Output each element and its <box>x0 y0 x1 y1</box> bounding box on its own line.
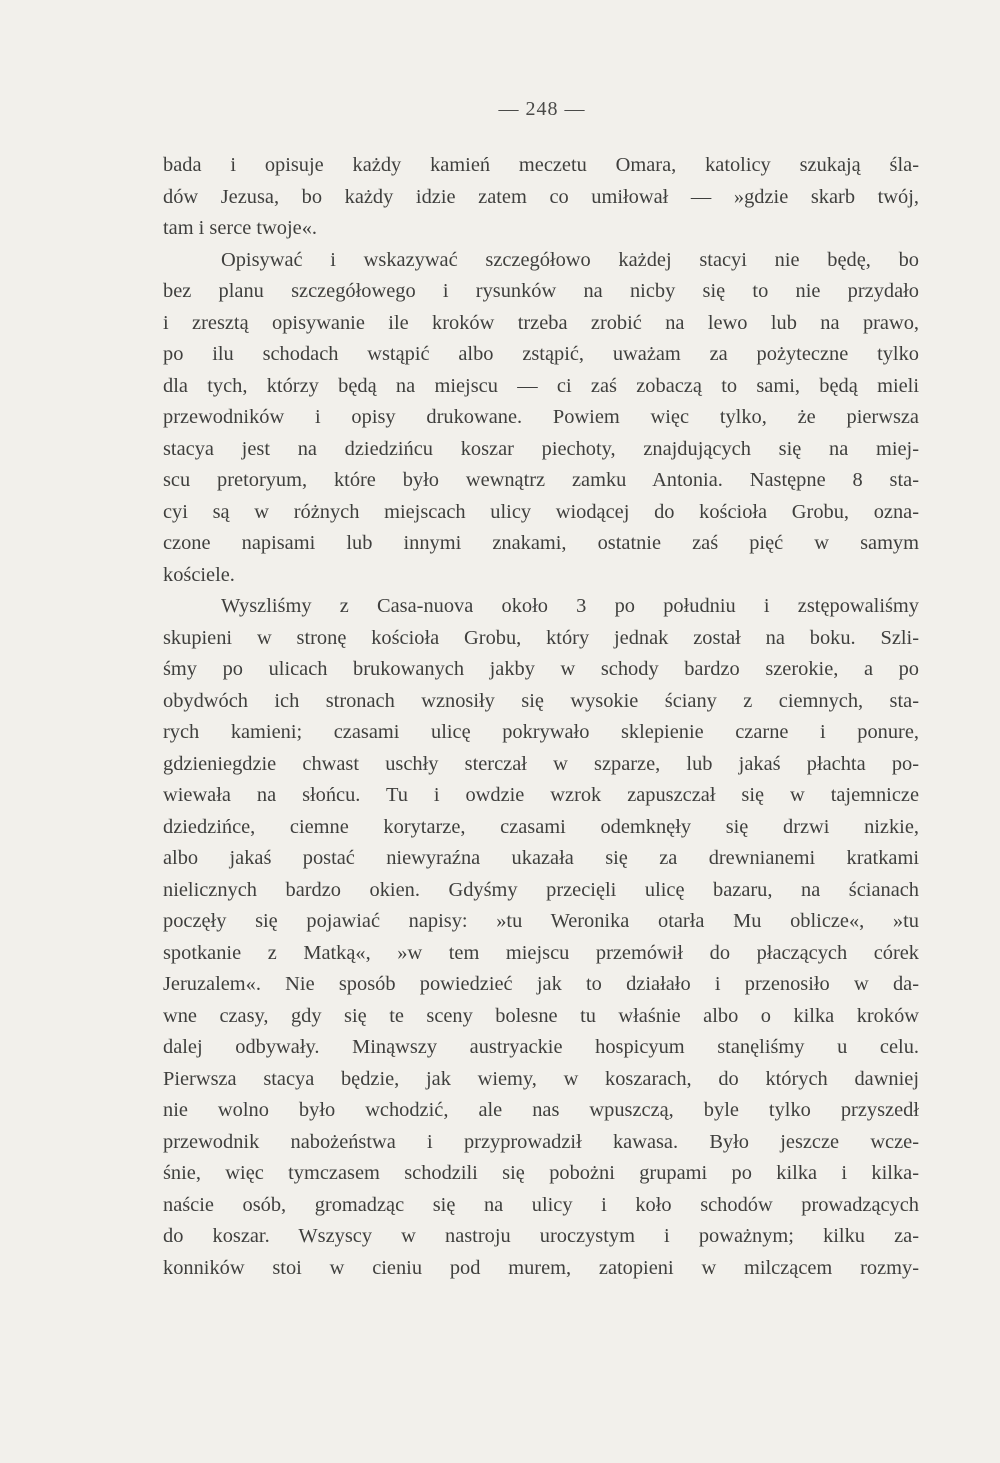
text-line: nie wolno było wchodzić, ale nas wpuszczą, byle tylko przyszedł <box>163 1099 919 1121</box>
text-line: stacya jest na dziedzińcu koszar piechoty, znajdujących się na miej- <box>163 437 919 460</box>
text-line: albo jakaś postać niewyraźna ukazała się za drewnianemi kratkami <box>163 847 919 869</box>
text-line: kościele. <box>163 563 235 586</box>
text-line: śmy po ulicach brukowanych jakby w schody bardzo szerokie, a po <box>163 658 919 680</box>
text-line: naście osób, gromadząc się na ulicy i koło schodów prowadzących <box>163 1193 919 1216</box>
text-line: dalej odbywały. Minąwszy austryackie hospicyum stanęliśmy u celu. <box>163 1036 919 1058</box>
text-line: śnie, więc tymczasem schodzili się pobożni grupami po kilka i kilka- <box>163 1162 919 1184</box>
text-line: spotkanie z Matką«, »w tem miejscu przemówił do płaczących córek <box>163 941 919 964</box>
text-line: nielicznych bardzo okien. Gdyśmy przecięli ulicę bazaru, na ścianach <box>163 878 919 901</box>
text-line: Opisywać i wskazywać szczegółowo każdej stacyi nie będę, bo <box>221 248 919 271</box>
text-line: cyi są w różnych miejscach ulicy wiodącej do kościoła Grobu, ozna- <box>163 500 919 523</box>
text-line: przewodników i opisy drukowane. Powiem więc tylko, że pierwsza <box>163 406 919 428</box>
text-line: rych kamieni; czasami ulicę pokrywało sklepienie czarne i ponure, <box>163 721 919 743</box>
text-line: do koszar. Wszyscy w nastroju uroczystym i poważnym; kilku za- <box>163 1225 919 1247</box>
text-line: po ilu schodach wstąpić albo zstąpić, uważam za pożyteczne tylko <box>163 343 919 365</box>
text-line: bez planu szczegółowego i rysunków na nicby się to nie przydało <box>163 280 919 302</box>
text-line: dów Jezusa, bo każdy idzie zatem co umiłował — »gdzie skarb twój, <box>163 185 919 208</box>
body-text <box>163 150 919 1284</box>
text-line: wiewała na słońcu. Tu i owdzie wzrok zapuszczał się w tajemnicze <box>163 784 919 806</box>
text-line: skupieni w stronę kościoła Grobu, który jednak został na boku. Szli- <box>163 626 919 649</box>
text-line: przewodnik nabożeństwa i przyprowadził kawasa. Było jeszcze wcze- <box>163 1130 919 1153</box>
text-line: wne czasy, gdy się te sceny bolesne tu właśnie albo o kilka kroków <box>163 1004 919 1027</box>
page-number: — 248 — <box>498 98 586 120</box>
text-line: dla tych, którzy będą na miejscu — ci zaś zobaczą to sami, będą mieli <box>163 374 919 397</box>
text-line: gdzieniegdzie chwast uschły sterczał w szparze, lub jakaś płachta po- <box>163 752 919 775</box>
text-line: konników stoi w cieniu pod murem, zatopieni w milczącem rozmy- <box>163 1256 919 1279</box>
text-line: i zresztą opisywanie ile kroków trzeba zrobić na lewo lub na prawo, <box>163 311 919 334</box>
text-line: scu pretoryum, które było wewnątrz zamku Antonia. Następne 8 sta- <box>163 469 919 491</box>
text-line: Jeruzalem«. Nie sposób powiedzieć jak to działało i przenosiło w da- <box>163 973 919 995</box>
text-line: obydwóch ich stronach wznosiły się wysokie ściany z ciemnych, sta- <box>163 689 919 712</box>
text-line: tam i serce twoje«. <box>163 217 318 239</box>
text-line: czone napisami lub innymi znakami, ostatnie zaś pięć w samym <box>163 532 919 554</box>
text-line: poczęły się pojawiać napisy: »tu Weronika otarła Mu oblicze«, »tu <box>163 910 919 932</box>
text-line: dziedzińce, ciemne korytarze, czasami odemknęły się drzwi nizkie, <box>163 815 919 838</box>
text-line: Wyszliśmy z Casa-nuova około 3 po południu i zstępowaliśmy <box>221 595 919 617</box>
text-line: Pierwsza stacya będzie, jak wiemy, w koszarach, do których dawniej <box>163 1067 919 1090</box>
text-line: bada i opisuje każdy kamień meczetu Omara, katolicy szukają śla- <box>163 154 919 176</box>
